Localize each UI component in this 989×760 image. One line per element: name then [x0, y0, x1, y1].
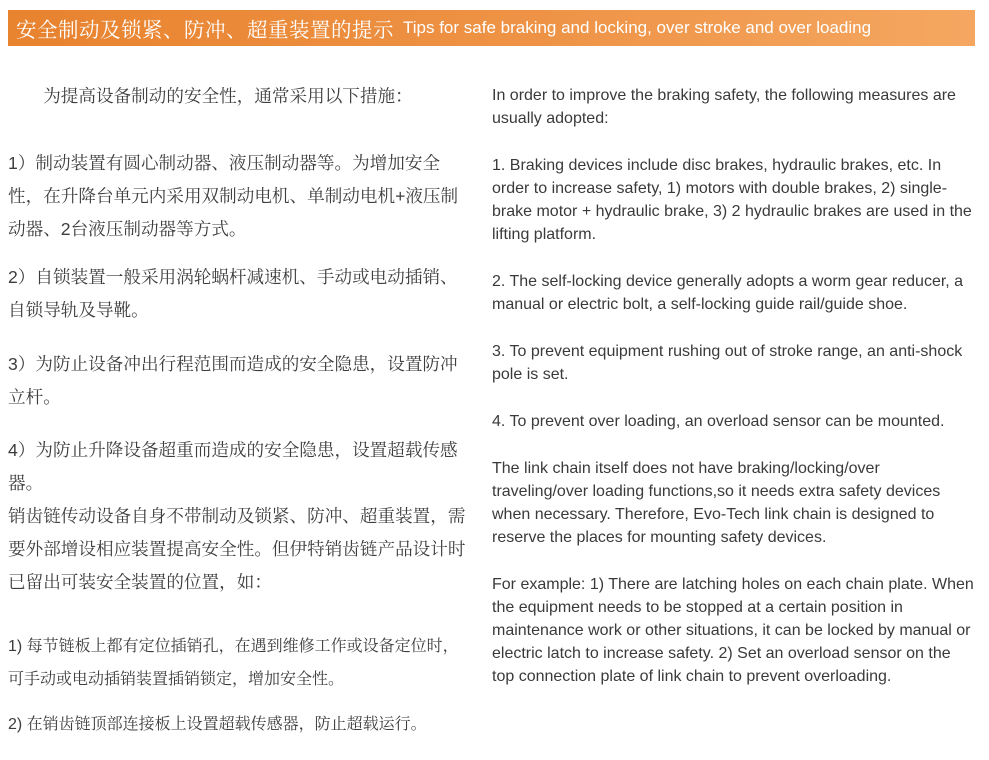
section-header-bar: [8, 10, 975, 46]
paragraph-en-item-4: 4. To prevent over loading, an overload sensor can be mounted.: [492, 413, 945, 430]
paragraph-zh-item-1: 1）制动装置有圆心制动器、液压制动器等。为增加安全性，在升降台单元内采用双制动电机、单制动电机+液压制动器、2台液压制动器等方式。: [8, 153, 459, 239]
paragraph-en-item-2: 2. The self-locking device generally adopts a worm gear reducer, a manual or electric bolt, a self-locking guide rail/guide shoe.: [492, 273, 964, 313]
section-title-english: Tips for safe braking and locking, over stroke and over loading: [403, 18, 872, 37]
paragraph-en-example: For example: 1) There are latching holes on each chain plate. When the equipment needs to be stopped at a certain position in maintenance work or other situations, it can be locked by manual or electric latch to increase safety. 2) Set an overload sensor on the top connection plate of link chain to prevent overloading.: [492, 576, 974, 685]
paragraph-zh-example-2: 2) 在销齿链顶部连接板上设置超载传感器，防止超载运行。: [8, 716, 427, 733]
paragraph-zh-item-4: 4）为防止升降设备超重而造成的安全隐患，设置超载传感器。: [8, 440, 458, 493]
section-title-chinese: 安全制动及锁紧、防冲、超重装置的提示: [16, 19, 394, 42]
english-column: [470, 46, 975, 741]
paragraph-en-item-1: 1. Braking devices include disc brakes, hydraulic brakes, etc. In order to increase safety, 1) motors with double brakes, 2) single-brake motor + hydraulic brake, 3) 2 hydraulic brakes are used in the lifting platform.: [492, 157, 972, 243]
content-columns: [0, 46, 989, 741]
paragraph-zh-linkchain: 销齿链传动设备自身不带制动及锁紧、防冲、超重装置，需要外部增设相应装置提高安全性。但伊特销齿链产品设计时已留出可装安全装置的位置，如：: [8, 506, 466, 592]
paragraph-en-intro: In order to improve the braking safety, the following measures are usually adopted:: [492, 87, 956, 127]
chinese-column: [8, 46, 470, 741]
paragraph-zh-item-2: 2）自锁装置一般采用涡轮蜗杆减速机、手动或电动插销、自锁导轨及导靴。: [8, 267, 458, 320]
paragraph-zh-item-3: 3）为防止设备冲出行程范围而造成的安全隐患，设置防冲立杆。: [8, 354, 458, 407]
paragraph-zh-intro: 为提高设备制动的安全性，通常采用以下措施：: [43, 86, 413, 106]
paragraph-en-item-3: 3. To prevent equipment rushing out of stroke range, an anti-shock pole is set.: [492, 343, 963, 383]
paragraph-en-linkchain: The link chain itself does not have braking/locking/over traveling/over loading functions,so it needs extra safety devices when necessary. Therefore, Evo-Tech link chain is designed to reserve the places for mounting safety devices.: [492, 460, 941, 546]
paragraph-zh-example-1: 1) 每节链板上都有定位插销孔，在遇到维修工作或设备定位时，可手动或电动插销装置插销锁定，增加安全性。: [8, 638, 459, 688]
